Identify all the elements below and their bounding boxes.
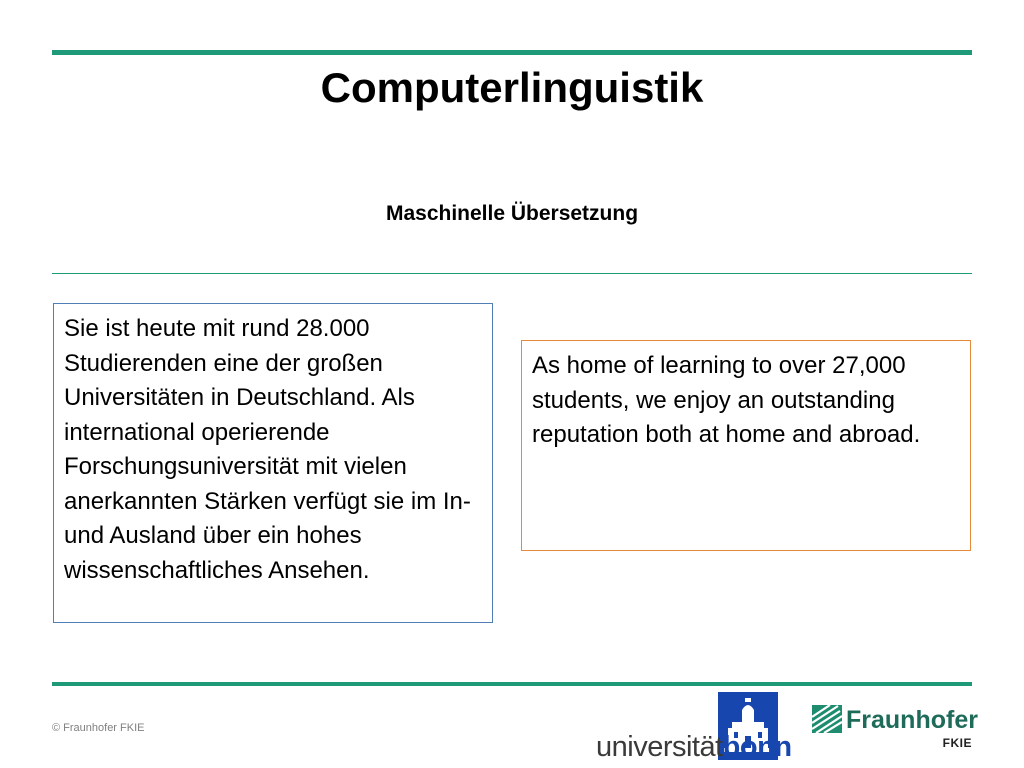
fraunhofer-institute-abbr: FKIE (942, 736, 972, 750)
footer-divider (52, 682, 972, 686)
top-divider (52, 50, 972, 55)
slide-subtitle: Maschinelle Übersetzung (385, 202, 639, 225)
university-bonn-wordmark (596, 730, 792, 764)
header-divider (52, 273, 972, 274)
university-bonn-logo (596, 692, 792, 763)
german-text-box: Sie ist heute mit rund 28.000 Studierenden eine der großen Universitäten in Deutschland. Als international operierende Forschungsuniversität mit vielen anerkannten Stärken verfügt sie im In- und Ausland über ein hohes wissenschaftliches Ansehen. (53, 303, 493, 623)
fraunhofer-name: Fraunhofer (846, 706, 978, 734)
fraunhofer-stripes-icon (812, 705, 842, 733)
fraunhofer-fkie-logo (812, 705, 978, 753)
slide-title: Computerlinguistik (320, 64, 704, 111)
copyright-notice: © Fraunhofer FKIE (52, 722, 145, 734)
english-text-box: As home of learning to over 27,000 students, we enjoy an outstanding reputation both at home and abroad. (521, 340, 971, 551)
uni-wordmark-part1: universität (596, 731, 723, 763)
uni-wordmark-part2: bonn (722, 731, 792, 763)
